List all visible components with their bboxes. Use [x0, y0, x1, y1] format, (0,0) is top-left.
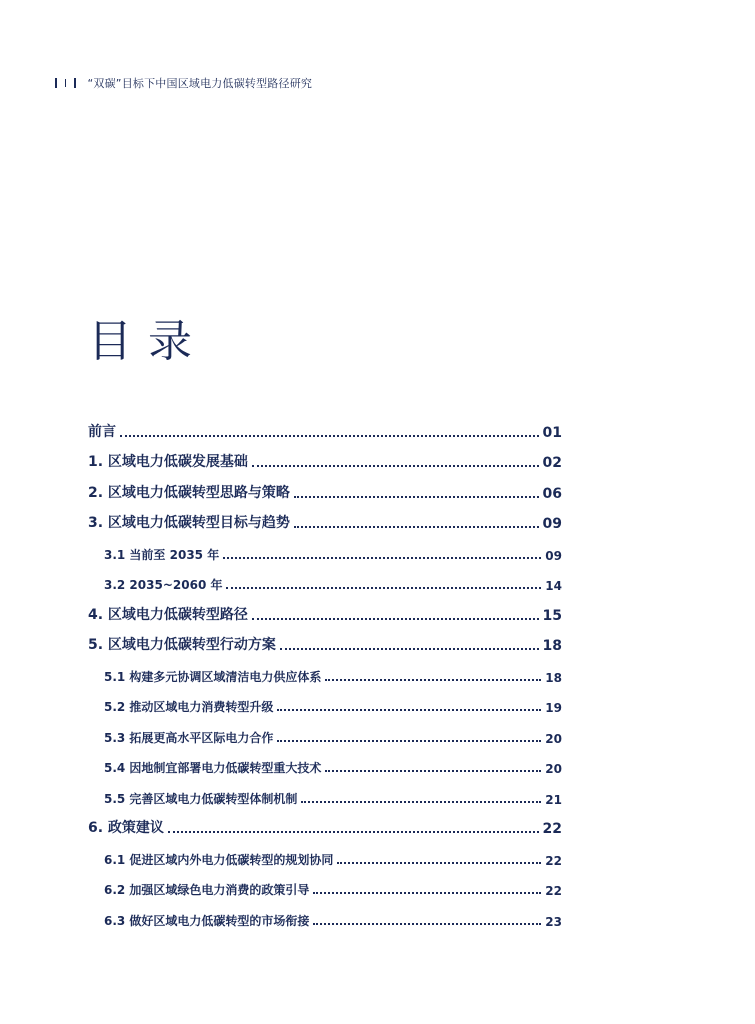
toc-dot-leader — [226, 587, 541, 589]
toc-subentry[interactable] — [88, 872, 562, 903]
toc-dot-leader — [252, 465, 539, 467]
table-of-contents — [88, 414, 562, 933]
toc-dot-leader — [277, 740, 541, 742]
toc-subentry[interactable] — [88, 567, 562, 598]
toc-page-number: 22 — [542, 821, 562, 837]
toc-entry-label: 3.1 当前至 2035 年 — [104, 547, 220, 562]
toc-dot-leader — [223, 557, 541, 559]
toc-page-number: 20 — [545, 762, 562, 776]
toc-entry[interactable] — [88, 414, 562, 445]
toc-page-number: 15 — [542, 607, 562, 624]
toc-subentry[interactable] — [88, 902, 562, 933]
toc-entry-label: 6. 政策建议 — [88, 820, 164, 836]
toc-dot-leader — [325, 679, 541, 681]
toc-subentry[interactable] — [88, 719, 562, 750]
toc-entry[interactable] — [88, 506, 562, 537]
toc-page-number: 01 — [542, 424, 562, 441]
toc-entry-label: 5. 区域电力低碳转型行动方案 — [88, 637, 276, 653]
header-bar — [55, 78, 57, 88]
toc-dot-leader — [313, 892, 541, 894]
toc-page-number: 21 — [545, 792, 562, 807]
toc-dot-leader — [252, 618, 539, 620]
toc-page-number: 09 — [545, 548, 562, 563]
header-bar — [74, 78, 76, 88]
toc-entry[interactable] — [88, 597, 562, 628]
toc-page-number: 23 — [545, 914, 562, 929]
toc-page-number: 14 — [545, 579, 562, 593]
toc-page-number: 18 — [542, 638, 562, 654]
toc-page-number: 20 — [545, 731, 562, 746]
toc-page-number: 06 — [542, 485, 562, 502]
toc-entry-label: 3. 区域电力低碳转型目标与趋势 — [88, 515, 290, 531]
toc-entry[interactable] — [88, 811, 562, 842]
toc-page-number: 02 — [542, 455, 562, 471]
toc-entry-label: 3.2 2035~2060 年 — [104, 578, 223, 592]
toc-entry-label: 前言 — [88, 423, 116, 440]
toc-entry-label: 5.1 构建多元协调区域清洁电力供应体系 — [104, 669, 322, 684]
toc-entry-label: 5.3 拓展更高水平区际电力合作 — [104, 730, 274, 745]
toc-subentry[interactable] — [88, 841, 562, 872]
toc-entry-label: 2. 区域电力低碳转型思路与策略 — [88, 484, 290, 501]
toc-dot-leader — [120, 435, 539, 437]
toc-entry-label: 1. 区域电力低碳发展基础 — [88, 454, 248, 470]
page-title: 目录 — [88, 316, 208, 367]
toc-page-number: 09 — [542, 516, 562, 532]
toc-entry-label: 4. 区域电力低碳转型路径 — [88, 606, 248, 623]
toc-subentry[interactable] — [88, 536, 562, 567]
toc-entry-label: 6.2 加强区域绿色电力消费的政策引导 — [104, 883, 310, 897]
toc-dot-leader — [301, 801, 541, 803]
toc-dot-leader — [280, 648, 539, 650]
toc-entry[interactable] — [88, 475, 562, 506]
toc-dot-leader — [168, 831, 539, 833]
toc-entry-label: 5.4 因地制宜部署电力低碳转型重大技术 — [104, 761, 322, 775]
toc-dot-leader — [294, 496, 539, 498]
toc-entry[interactable] — [88, 628, 562, 659]
toc-subentry[interactable] — [88, 689, 562, 720]
toc-entry-label: 5.2 推动区域电力消费转型升级 — [104, 700, 274, 714]
toc-dot-leader — [337, 862, 541, 864]
toc-subentry[interactable] — [88, 780, 562, 811]
toc-dot-leader — [294, 526, 539, 528]
toc-page-number: 18 — [545, 670, 562, 685]
toc-entry[interactable] — [88, 445, 562, 476]
toc-subentry[interactable] — [88, 750, 562, 781]
report-title: “双碳”目标下中国区域电力低碳转型路径研究 — [87, 77, 313, 90]
toc-entry-label: 5.5 完善区域电力低碳转型体制机制 — [104, 791, 298, 806]
toc-entry-label: 6.3 做好区域电力低碳转型的市场衔接 — [104, 913, 310, 928]
header-decoration — [55, 78, 76, 88]
toc-subentry[interactable] — [88, 658, 562, 689]
toc-dot-leader — [325, 770, 541, 772]
toc-page-number: 22 — [545, 853, 562, 868]
toc-entry-label: 6.1 促进区域内外电力低碳转型的规划协同 — [104, 852, 334, 867]
running-header — [55, 74, 312, 92]
header-bar — [65, 79, 67, 87]
toc-dot-leader — [277, 709, 541, 711]
toc-dot-leader — [313, 923, 541, 925]
toc-page-number: 19 — [545, 701, 562, 715]
toc-page-number: 22 — [545, 884, 562, 898]
